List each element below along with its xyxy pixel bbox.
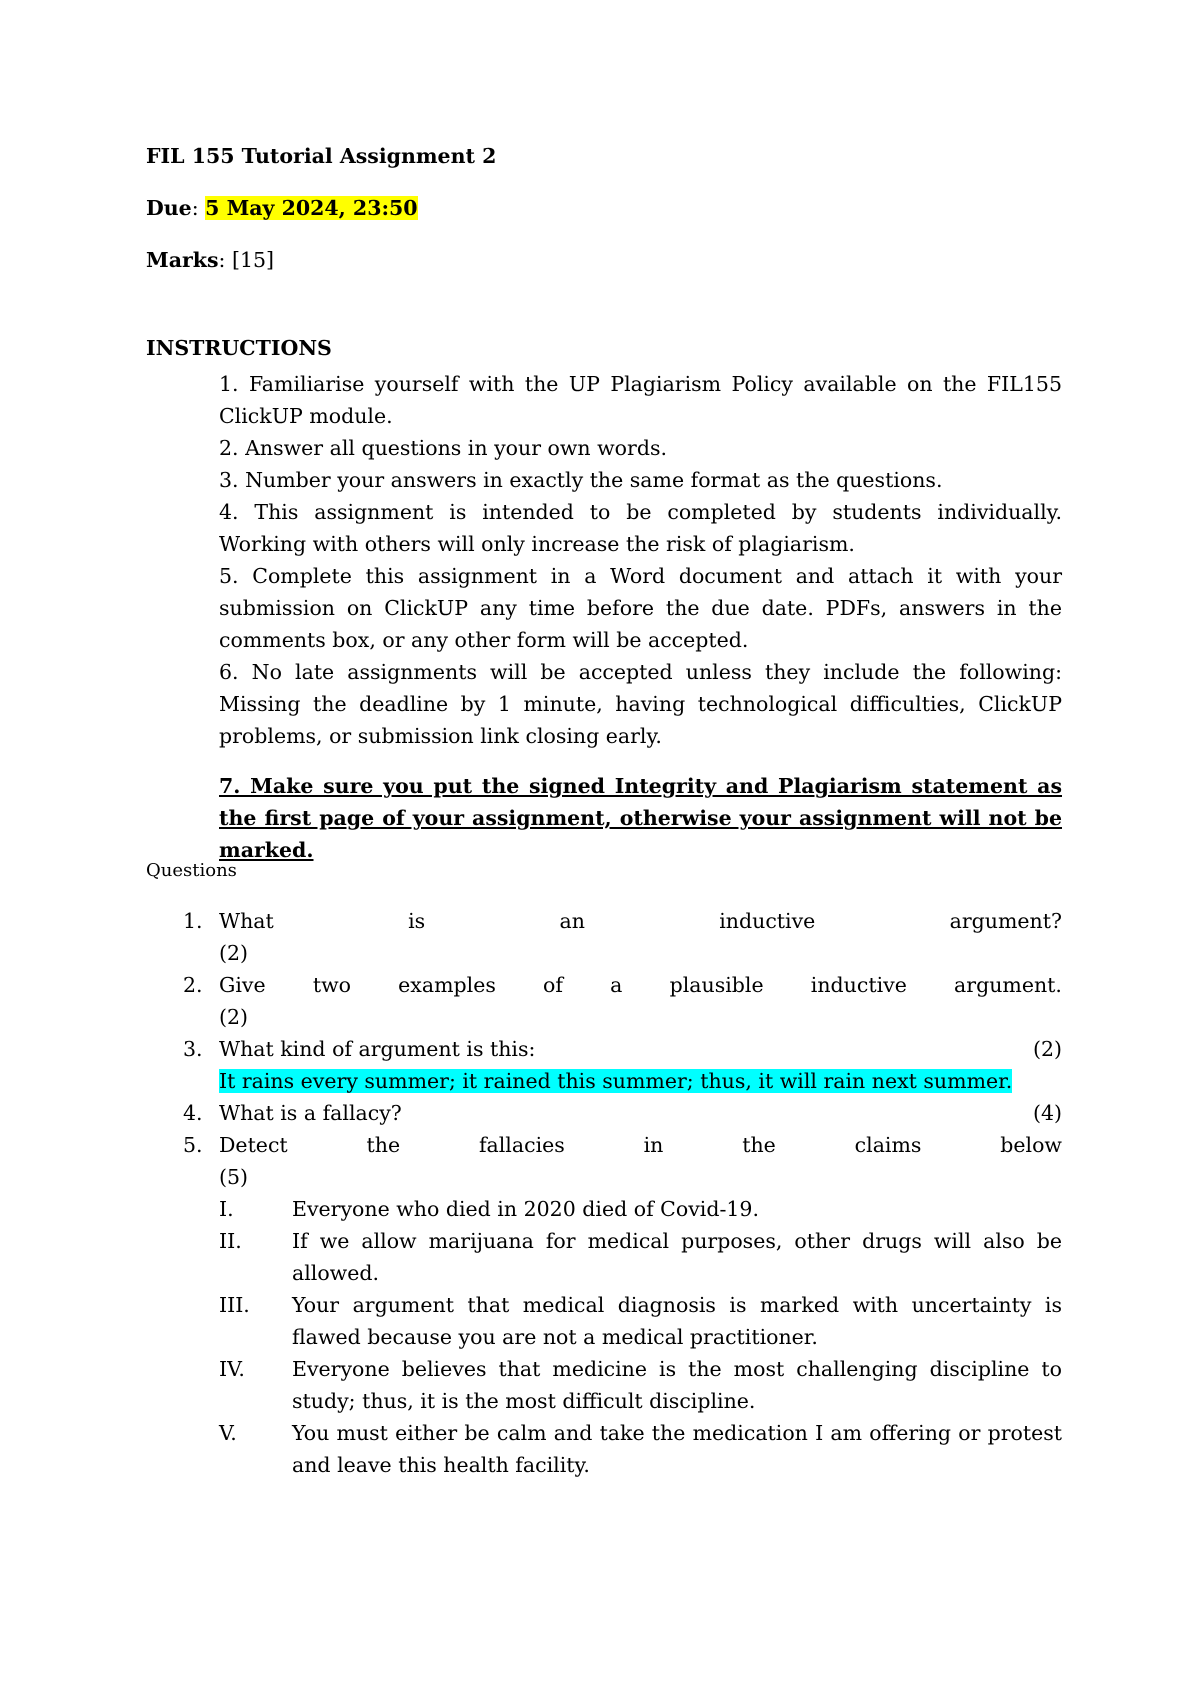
- question-word: examples: [398, 973, 496, 997]
- question-word: inductive: [719, 909, 816, 933]
- question-word: inductive: [810, 973, 907, 997]
- claim-item: [219, 1417, 1062, 1481]
- claim-number: III.: [219, 1293, 250, 1317]
- claim-number: V.: [219, 1421, 237, 1445]
- instruction-item: 1. Familiarise yourself with the UP Plagiarism Policy available on the FIL155 ClickUP module.: [219, 372, 1062, 428]
- marks-label: Marks: [146, 248, 219, 272]
- claim-text: If we allow marijuana for medical purposes, other drugs will also be allowed.: [292, 1229, 1062, 1285]
- claim-item: [219, 1193, 1062, 1225]
- question-number: 5.: [183, 1133, 203, 1157]
- question-word: in: [643, 1133, 664, 1157]
- questions-list: [170, 905, 1062, 1481]
- question-marks: (5): [219, 1165, 249, 1189]
- question-item: [170, 1129, 1062, 1481]
- question-item: [170, 969, 1062, 1033]
- marks-value: [15]: [231, 248, 275, 272]
- question-marks: (2): [219, 941, 249, 965]
- question-word: the: [366, 1133, 401, 1157]
- claim-number: I.: [219, 1197, 234, 1221]
- question-word: claims: [854, 1133, 922, 1157]
- question-text: What is a fallacy?: [219, 1101, 402, 1125]
- question-word: Give: [219, 973, 266, 997]
- question-word: two: [312, 973, 351, 997]
- question-word: argument.: [954, 973, 1062, 997]
- question-word: a: [610, 973, 623, 997]
- due-line: Due: 5 May 2024, 23:50: [146, 196, 418, 220]
- instruction-item: 2. Answer all questions in your own words.: [219, 436, 667, 460]
- question-marks: (2): [1032, 1037, 1062, 1061]
- document-title: FIL 155 Tutorial Assignment 2: [146, 144, 497, 168]
- instruction-item: 6. No late assignments will be accepted unless they include the following: Missing the deadline by 1 minute, having technological difficulties, ClickUP problems, or submission link closing early.: [219, 660, 1062, 748]
- instruction-item: 5. Complete this assignment in a Word document and attach it with your submission on ClickUP any time before the due date. PDFs, answers in the comments box, or any other form will be accepted.: [219, 564, 1062, 652]
- claim-text: Everyone believes that medicine is the most challenging discipline to study; thus, it is the most difficult discipline.: [292, 1357, 1062, 1413]
- claim-text: You must either be calm and take the medication I am offering or protest and leave this health facility.: [292, 1421, 1062, 1477]
- question-number: 1.: [183, 909, 203, 933]
- question-word: argument?: [949, 909, 1062, 933]
- question-marks: (2): [219, 1005, 249, 1029]
- question-word: an: [559, 909, 585, 933]
- question-number: 2.: [183, 973, 203, 997]
- instruction-item: 4. This assignment is intended to be completed by students individually. Working with others will only increase the risk of plagiarism.: [219, 500, 1062, 556]
- question-word: fallacies: [478, 1133, 565, 1157]
- claim-text: Your argument that medical diagnosis is marked with uncertainty is flawed because you are not a medical practitioner.: [292, 1293, 1062, 1349]
- claim-number: II.: [219, 1229, 242, 1253]
- claim-item: [219, 1289, 1062, 1353]
- instructions-heading: INSTRUCTIONS: [146, 336, 332, 360]
- question-word: the: [742, 1133, 776, 1157]
- claim-number: IV.: [219, 1357, 245, 1381]
- question-word: Detect: [219, 1133, 288, 1157]
- question-text: What kind of argument is this:: [219, 1037, 536, 1061]
- instructions-list: [219, 368, 1062, 752]
- argument-example: It rains every summer; it rained this summer; thus, it will rain next summer.: [219, 1069, 1013, 1093]
- question-word: plausible: [669, 973, 764, 997]
- marks-line: Marks: [15]: [146, 248, 275, 272]
- question-row: [219, 1033, 1062, 1065]
- question-text: [219, 1129, 1062, 1161]
- question-item: [170, 1033, 1062, 1097]
- question-marks: (4): [1032, 1101, 1062, 1125]
- question-item: [170, 905, 1062, 969]
- claims-list: [219, 1193, 1062, 1481]
- question-number: 3.: [183, 1037, 203, 1061]
- due-date: 5 May 2024, 23:50: [205, 196, 418, 220]
- claim-text: Everyone who died in 2020 died of Covid-19.: [292, 1197, 759, 1221]
- question-word: of: [543, 973, 563, 997]
- question-word: below: [1000, 1133, 1062, 1157]
- claim-item: [219, 1353, 1062, 1417]
- question-row: [219, 1097, 1062, 1129]
- due-label: Due: [146, 196, 192, 220]
- question-number: 4.: [183, 1101, 203, 1125]
- question-word: is: [408, 909, 426, 933]
- question-text: [219, 969, 1062, 1001]
- question-item: [170, 1097, 1062, 1129]
- question-word: What: [219, 909, 274, 933]
- instruction-item: 3. Number your answers in exactly the same format as the questions.: [219, 468, 943, 492]
- questions-heading: Questions: [146, 860, 237, 881]
- claim-item: [219, 1225, 1062, 1289]
- important-note: 7. Make sure you put the signed Integrity and Plagiarism statement as the first page of your assignment, otherwise your assignment will not be marked.: [219, 774, 1062, 862]
- question-text: [219, 905, 1062, 937]
